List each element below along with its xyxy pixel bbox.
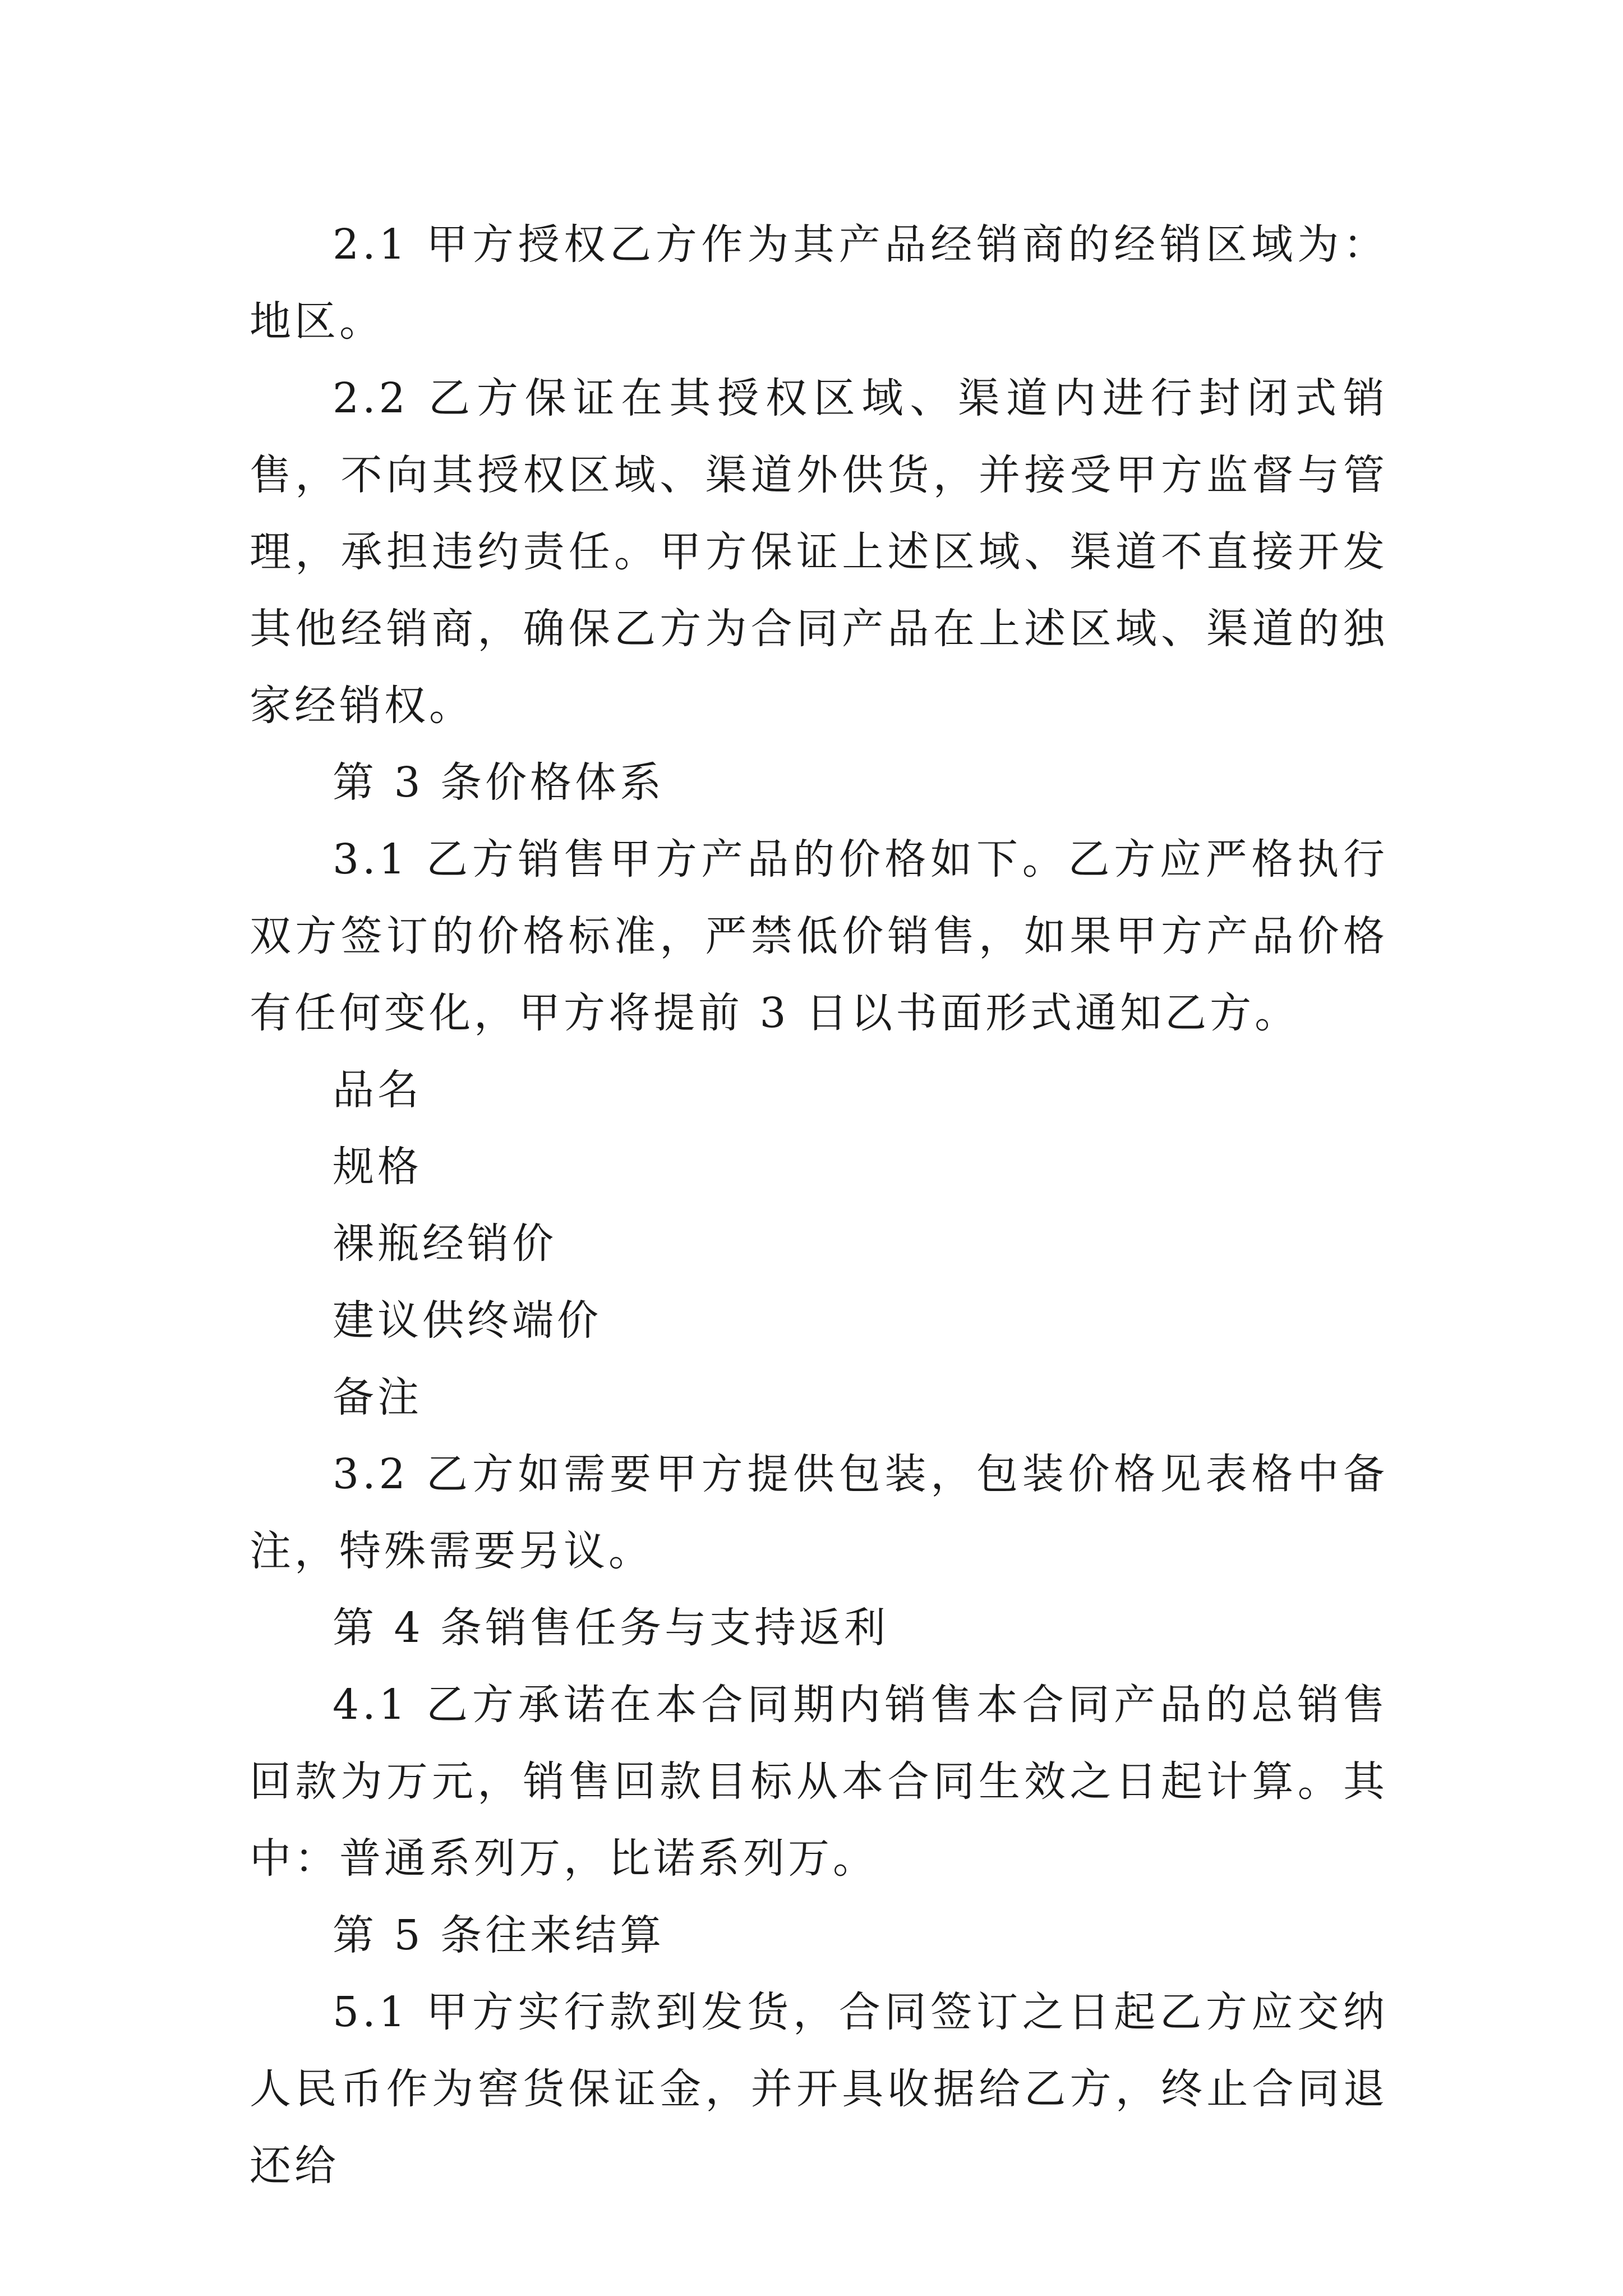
document-body xyxy=(250,206,1388,2205)
table-field-specification: 规格 xyxy=(333,1143,422,1191)
clause-3-2: 3.2 乙方如需要甲方提供包装，包装价格见表格中备注，特殊需要另议。 xyxy=(250,1450,1388,1575)
table-field-bare-bottle-price: 裸瓶经销价 xyxy=(333,1220,557,1268)
table-field-remarks: 备注 xyxy=(333,1373,422,1421)
clause-3-1: 3.1 乙方销售甲方产品的价格如下。乙方应严格执行双方签订的价格标准，严禁低价销售，如果甲方产品价格有任何变化，甲方将提前 3 日以书面形式通知乙方。 xyxy=(250,835,1388,1037)
clause-5-1: 5.1 甲方实行款到发货，合同签订之日起乙方应交纳人民币作为窖货保证金，并开具收据给乙方，终止合同退还给 xyxy=(250,1988,1388,2190)
table-field-product-name: 品名 xyxy=(333,1066,422,1114)
article-5-heading: 第 5 条往来结算 xyxy=(333,1911,665,1959)
clause-4-1: 4.1 乙方承诺在本合同期内销售本合同产品的总销售回款为万元，销售回款目标从本合同生效之日起计算。其中：普通系列万，比诺系列万。 xyxy=(250,1681,1388,1883)
article-3-heading: 第 3 条价格体系 xyxy=(333,758,665,807)
clause-2-1: 2.1 甲方授权乙方作为其产品经销商的经销区域为：地区。 xyxy=(250,220,1388,346)
table-field-suggested-retail-price: 建议供终端价 xyxy=(333,1296,602,1345)
article-4-heading: 第 4 条销售任务与支持返利 xyxy=(333,1604,889,1652)
clause-2-2: 2.2 乙方保证在其授权区域、渠道内进行封闭式销售，不向其授权区域、渠道外供货，并接受甲方监督与管理，承担违约责任。甲方保证上述区域、渠道不直接开发其他经销商，确保乙方为合同产品在上述区域、渠道的独家经销权。 xyxy=(250,374,1388,730)
